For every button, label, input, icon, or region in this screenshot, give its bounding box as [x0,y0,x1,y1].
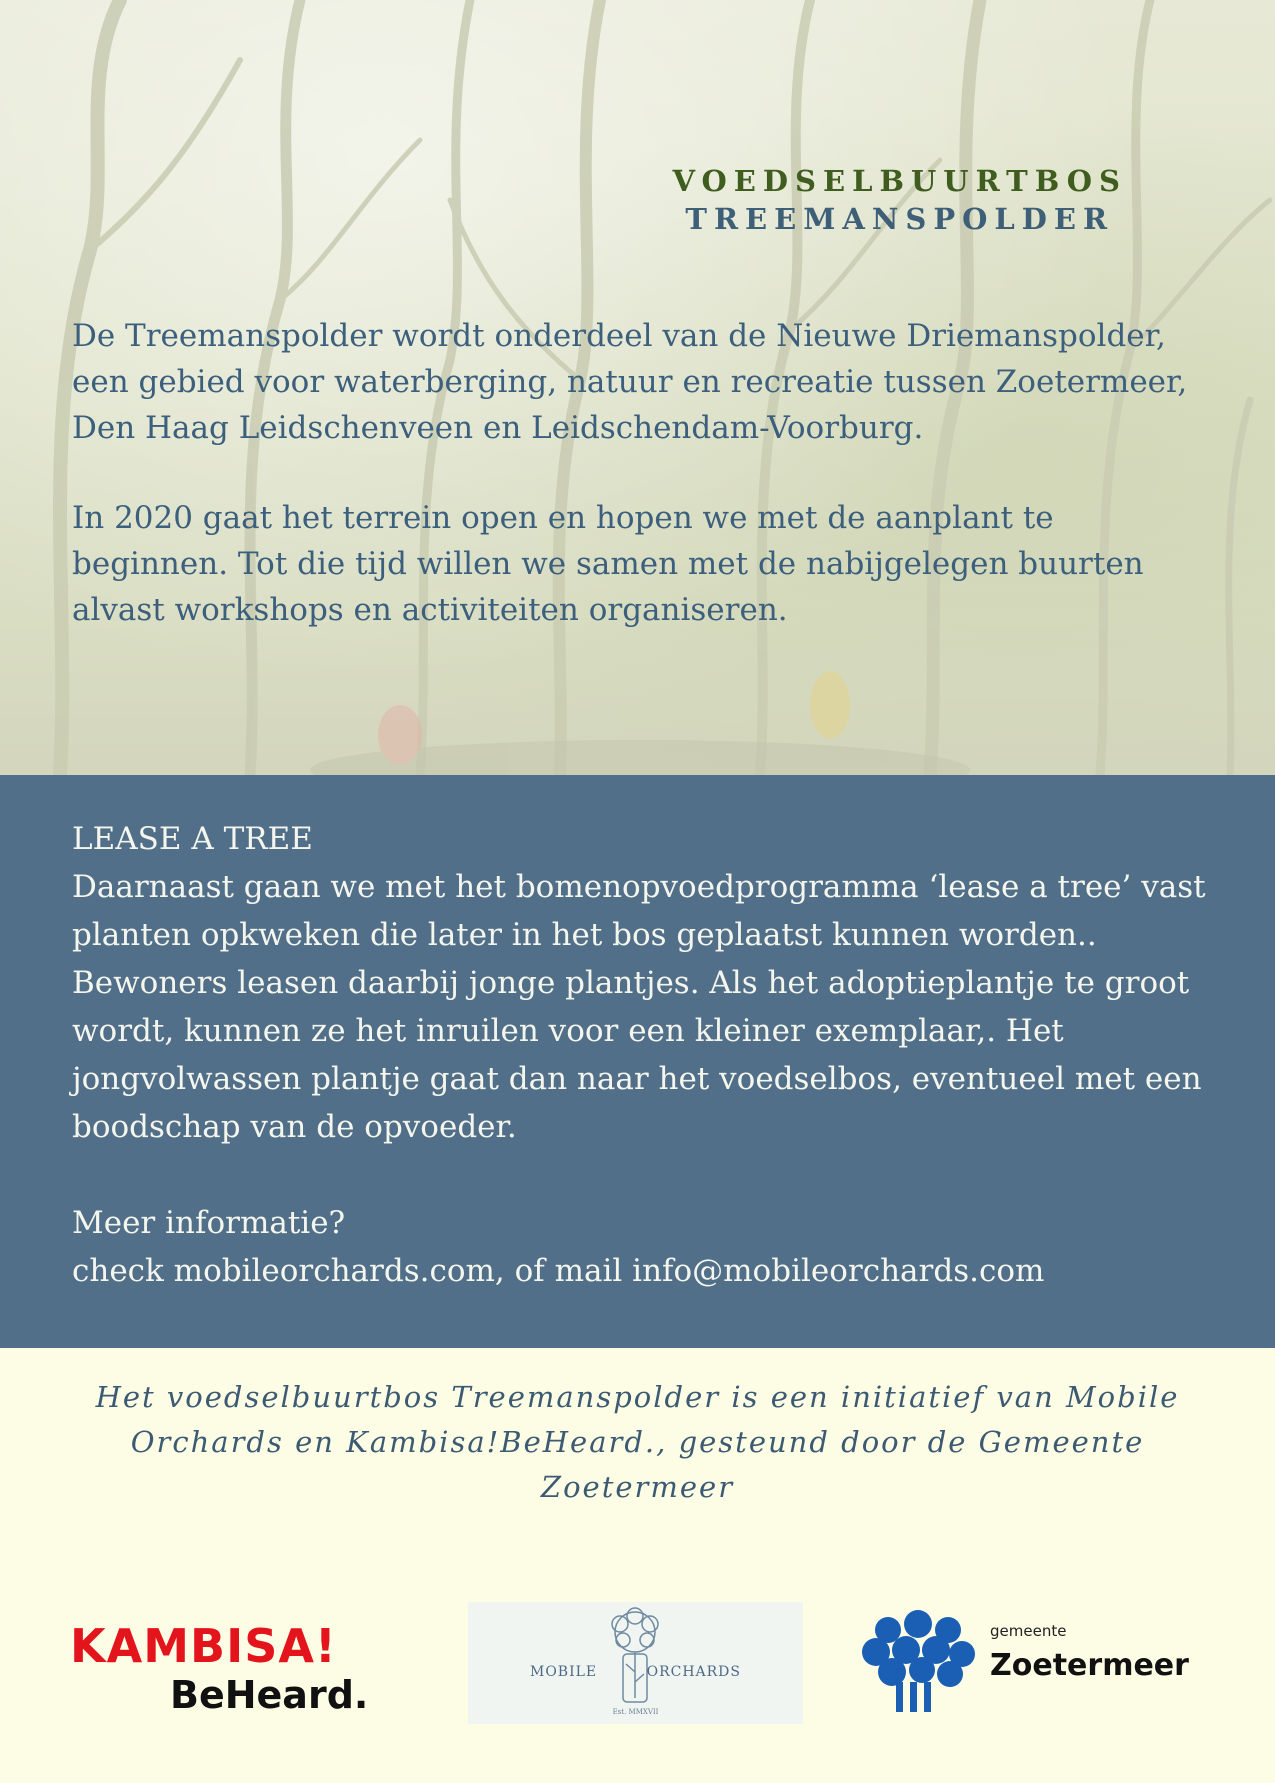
contact-line: check mobileorchards.com, of mail info@mobileorchards.com [72,1253,1045,1289]
more-info-label: Meer informatie? [72,1205,346,1241]
kambisa-logo [70,1620,390,1730]
intro-text [72,313,1212,677]
intro-paragraph-1: De Treemanspolder wordt onderdeel van de Nieuwe Driemanspolder, een gebied voor waterberging, natuur en recreatie tussen Zoetermeer, Den Haag Leidschenveen en Leidschendam-Voorburg. [72,318,1188,446]
zoetermeer-big-text: Zoetermeer [990,1648,1189,1683]
lease-a-tree-section [0,775,1275,1348]
zoetermeer-trees-icon [860,1610,980,1720]
mobile-orchards-left-text: MOBILE [529,1664,598,1680]
kambisa-logo-line2: BeHeard. [170,1673,369,1717]
zoetermeer-logo [860,1610,1200,1720]
zoetermeer-small-text: gemeente [990,1622,1067,1640]
mobile-orchards-logo [468,1602,803,1724]
intro-paragraph-2: In 2020 gaat het terrein open en hopen we met de aanplant te beginnen. Tot die tijd willen we samen met de nabijgelegen buurten alvast workshops en activiteiten organiseren. [72,500,1144,628]
credit-text: Het voedselbuurtbos Treemanspolder is een initiatief van Mobile Orchards en Kambisa!BeHeard., gesteund door de Gemeente Zoetermeer [95,1380,1180,1504]
brand-title-line2: TREEMANSPOLDER [685,202,1115,236]
mobile-orchards-right-text: ORCHARDS [646,1664,741,1680]
lease-body: Daarnaast gaan we met het bomenopvoedprogramma ‘lease a tree’ vast planten opkweken die later in het bos geplaatst kunnen worden.. Bewoners leasen daarbij jonge plantjes. Als het adoptieplantje te groot wordt, kunnen ze het inruilen voor een kleiner exemplaar,. Het jongvolwassen plantje gaat dan naar het voedselbos, eventueel met een boodschap van de opvoeder. [72,869,1206,1145]
brand-title-line1: VOEDSELBUURTBOS [672,164,1127,198]
forest-background [0,0,1275,775]
brand-title [673,162,1127,238]
lease-heading: LEASE A TREE [72,821,313,857]
orchard-tree-icon [468,1602,803,1724]
mobile-orchards-est: Est. MMXVII [612,1708,659,1716]
kambisa-logo-line1: KAMBISA! [70,1619,337,1673]
